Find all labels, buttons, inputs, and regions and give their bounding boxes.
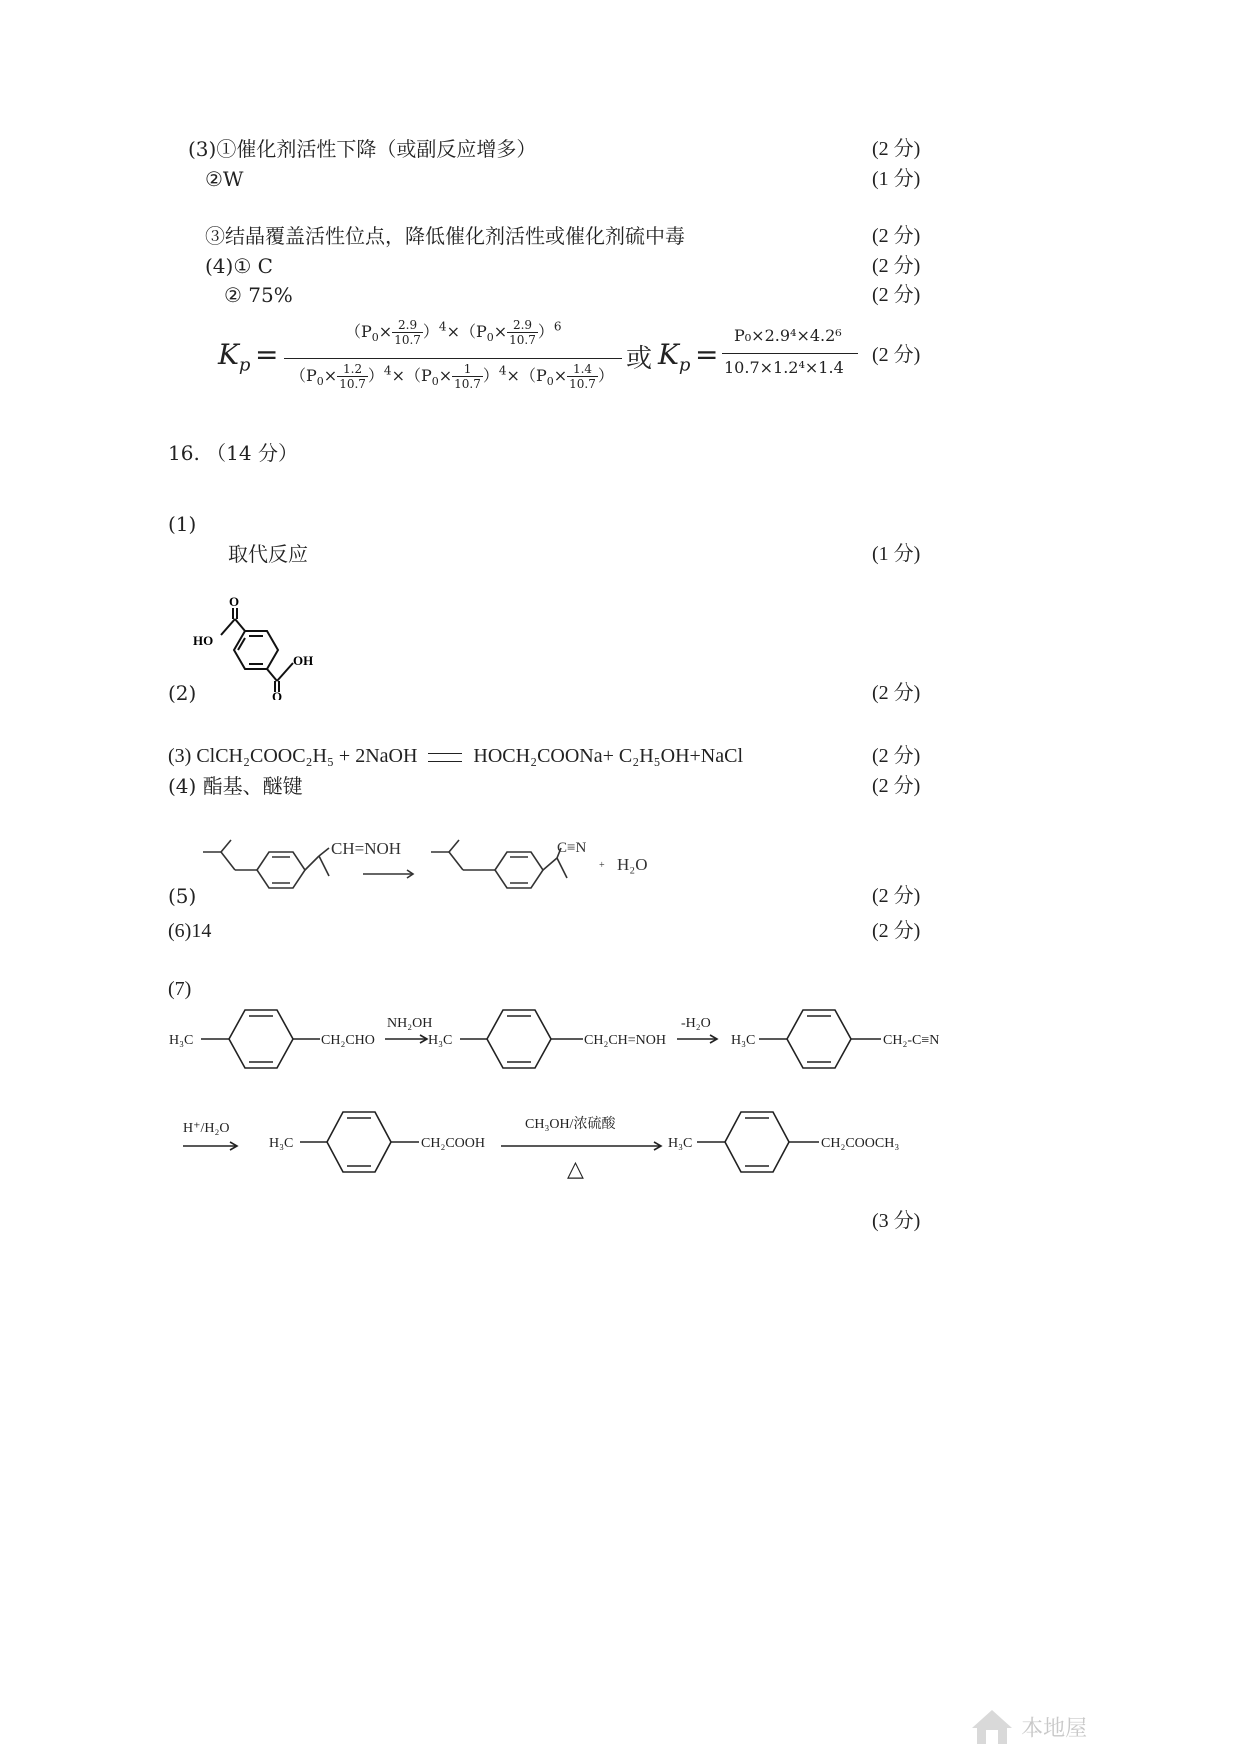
- plus-sign: +: [599, 860, 605, 871]
- reagent-nh2oh: NH₂OH: [387, 1016, 433, 1031]
- q16-part3-lhs: (3) ClCH₂COOC₂H₅ + 2NaOH: [168, 745, 418, 767]
- kp-right-fraction-bar: [722, 353, 858, 354]
- nitrile-label: C≡N: [557, 840, 587, 856]
- kp-equals-2: =: [695, 338, 719, 371]
- score: (1 分): [872, 168, 921, 190]
- score: (2 分): [872, 225, 921, 247]
- q16-part2-label: (2): [168, 681, 197, 705]
- kp-symbol-2: $K_p$: [658, 338, 691, 376]
- ho-label: HO: [193, 633, 214, 648]
- oxime-dehydration-scheme: [195, 830, 675, 910]
- equals-sign: [428, 753, 462, 762]
- q15-part4-2: ② 75%: [224, 283, 293, 307]
- q16-part1-answer: 取代反应: [228, 542, 308, 566]
- oxime-label: CH=NOH: [331, 839, 402, 858]
- kp-right-numerator: P₀×2.9⁴×4.2⁶: [734, 326, 842, 345]
- q16-part6: (6)14: [168, 920, 212, 942]
- kp-symbol: $K_p$: [218, 338, 251, 376]
- reagent-acid-hydrolysis: H⁺/H₂O: [183, 1121, 230, 1136]
- score: (3 分): [872, 1210, 921, 1232]
- reagent-dehydration: -H₂O: [681, 1016, 711, 1031]
- synthesis-route-row1: [165, 1000, 970, 1080]
- h3c-label: H₃C: [731, 1033, 756, 1048]
- score: (1 分): [872, 543, 921, 565]
- score: (2 分): [872, 682, 921, 704]
- h3c-label: H₃C: [269, 1136, 294, 1151]
- q15-part3-1: (3)①催化剂活性下降（或副反应增多）: [188, 137, 537, 161]
- q16-part1-label: (1): [168, 512, 197, 536]
- reagent-esterification: CH₃OH/浓硫酸: [525, 1117, 616, 1132]
- q16-part4: (4) 酯基、醚键: [168, 774, 303, 798]
- house-logo-icon: [968, 1706, 1016, 1748]
- kp-right-denominator: 10.7×1.2⁴×1.4: [724, 358, 844, 377]
- q16-part3-equation: [168, 743, 743, 769]
- h3c-label: H₃C: [668, 1136, 693, 1151]
- q16-part5-label: (5): [168, 884, 197, 908]
- kp-denominator: （$P_0\times$ $\frac{1.2}{10.7}$ ）$^4\times(P_0\times$ $\frac{1}{10.7}$ ）$^4\times(P_0\times$ $\frac{1.4}{10.7}$ ）: [290, 362, 614, 391]
- q15-part3-2: ②W: [205, 167, 244, 191]
- q16-part3-rhs: HOCH₂COONa+ C₂H₅OH+NaCl: [473, 745, 744, 767]
- oxygen-label: O: [272, 689, 283, 700]
- oh-label: OH: [293, 653, 314, 668]
- score: (2 分): [872, 344, 921, 366]
- acid-label: CH₂COOH: [421, 1136, 485, 1151]
- score: (2 分): [872, 138, 921, 160]
- aldehyde-label: CH₂CHO: [321, 1033, 375, 1048]
- kp-fraction-bar: [284, 358, 622, 359]
- terephthalic-acid-structure: [185, 595, 335, 700]
- q16-part7-label: (7): [168, 978, 192, 1000]
- h3c-label: H₃C: [428, 1033, 453, 1048]
- score: (2 分): [872, 775, 921, 797]
- score: (2 分): [872, 920, 921, 942]
- oxime-label: CH₂CH=NOH: [584, 1033, 667, 1048]
- water-label: H₂O: [617, 855, 648, 874]
- ester-label: CH₂COOCH₃: [821, 1136, 900, 1151]
- score: (2 分): [872, 284, 921, 306]
- score: (2 分): [872, 255, 921, 277]
- score: (2 分): [872, 885, 921, 907]
- heat-symbol: △: [567, 1156, 584, 1181]
- nitrile-label: CH₂-C≡N: [883, 1033, 940, 1048]
- kp-or: 或: [626, 344, 653, 374]
- synthesis-route-row2: [165, 1100, 925, 1190]
- score: (2 分): [872, 745, 921, 767]
- kp-numerator: （$P_0\times$ $\frac{2.9}{10.7}$ ）$^4\times(P_0\times$ $\frac{2.9}{10.7}$ ）$^6$: [345, 318, 562, 347]
- kp-equals: =: [255, 338, 279, 371]
- q15-part4-1: (4)① C: [205, 254, 273, 278]
- q15-part3-3: ③结晶覆盖活性位点，降低催化剂活性或催化剂硫中毒: [205, 224, 685, 248]
- oxygen-label: O: [229, 595, 240, 609]
- watermark: 本地屋: [968, 1706, 1087, 1748]
- q16-header: 16. （14 分）: [168, 441, 298, 465]
- h3c-label: H₃C: [169, 1033, 194, 1048]
